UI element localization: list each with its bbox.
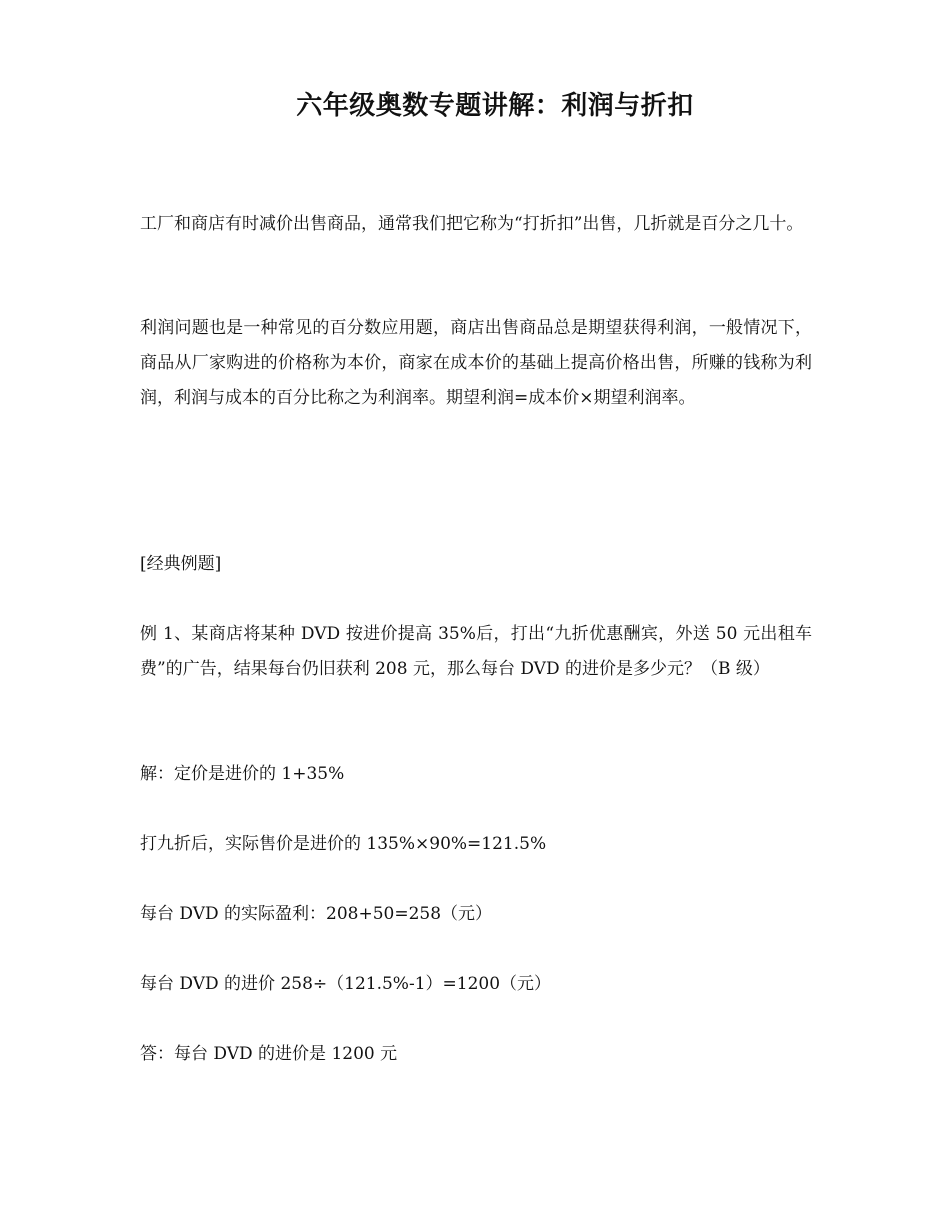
solution-step: 每台 DVD 的进价 258÷（121.5%-1）=1200（元） xyxy=(140,974,552,994)
page-title: 六年级奥数专题讲解：利润与折扣 xyxy=(296,91,694,121)
section-heading: [经典例题] xyxy=(140,554,222,574)
example-question: 例 1、某商店将某种 DVD 按进价提高 35%后，打出“九折优惠酬宾，外送 50 元出租车费”的广告，结果每台仍旧获利 208 元，那么每台 DVD 的进价是多少元？（B 级） xyxy=(140,624,812,679)
intro-paragraph-profit: 利润问题也是一种常见的百分数应用题，商店出售商品总是期望获得利润，一般情况下，商品从厂家购进的价格称为本价，商家在成本价的基础上提高价格出售，所赚的钱称为利润，利润与成本的百分比称之为利润率。期望利润=成本价×期望利润率。 xyxy=(140,318,812,408)
solution-step: 打九折后，实际售价是进价的 135%×90%=121.5% xyxy=(140,834,547,854)
intro-paragraph-discount: 工厂和商店有时减价出售商品，通常我们把它称为“打折扣”出售，几折就是百分之几十。 xyxy=(140,214,804,234)
example-answer: 答：每台 DVD 的进价是 1200 元 xyxy=(140,1044,398,1064)
solution-step: 每台 DVD 的实际盈利：208+50=258（元） xyxy=(140,904,493,924)
solution-step: 解：定价是进价的 1+35% xyxy=(140,764,345,784)
